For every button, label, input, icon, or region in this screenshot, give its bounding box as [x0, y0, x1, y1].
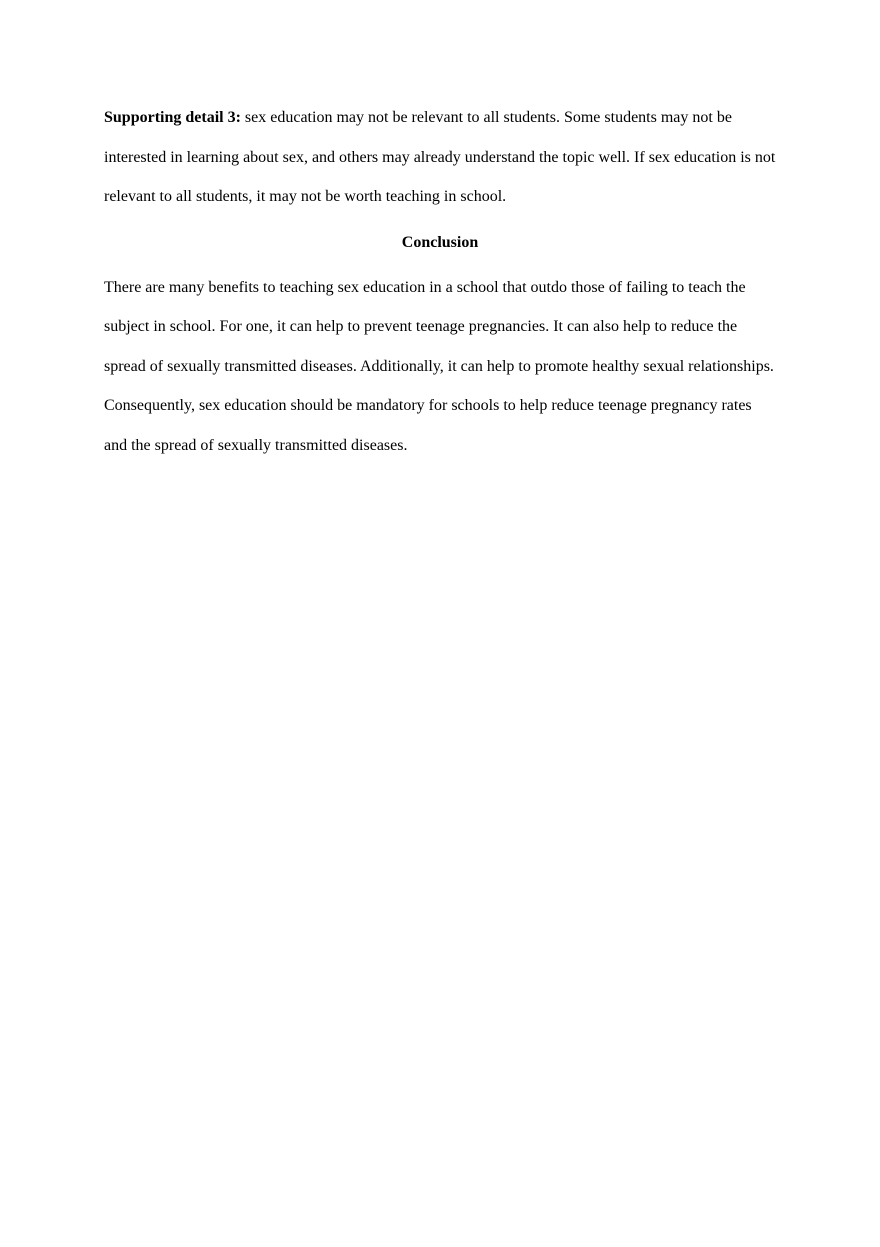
supporting-detail-paragraph: [104, 98, 776, 217]
conclusion-paragraph: There are many benefits to teaching sex education in a school that outdo those of failing to teach the subject in school. For one, it can help to prevent teenage pregnancies. It can also help to reduce the spread of sexually transmitted diseases. Additionally, it can help to promote healthy sexual relationships. Consequently, sex education should be mandatory for schools to help reduce teenage pregnancy rates and the spread of sexually transmitted diseases.: [104, 278, 774, 454]
conclusion-heading: Conclusion: [401, 233, 479, 251]
document-body: [104, 98, 776, 465]
supporting-detail-label: Supporting detail 3:: [104, 109, 241, 126]
supporting-detail-text: sex education may not be relevant to all students. Some students may not be interested in learning about sex, and others may already understand the topic well. If sex education is not relevant to all students, it may not be worth teaching in school.: [104, 109, 776, 205]
